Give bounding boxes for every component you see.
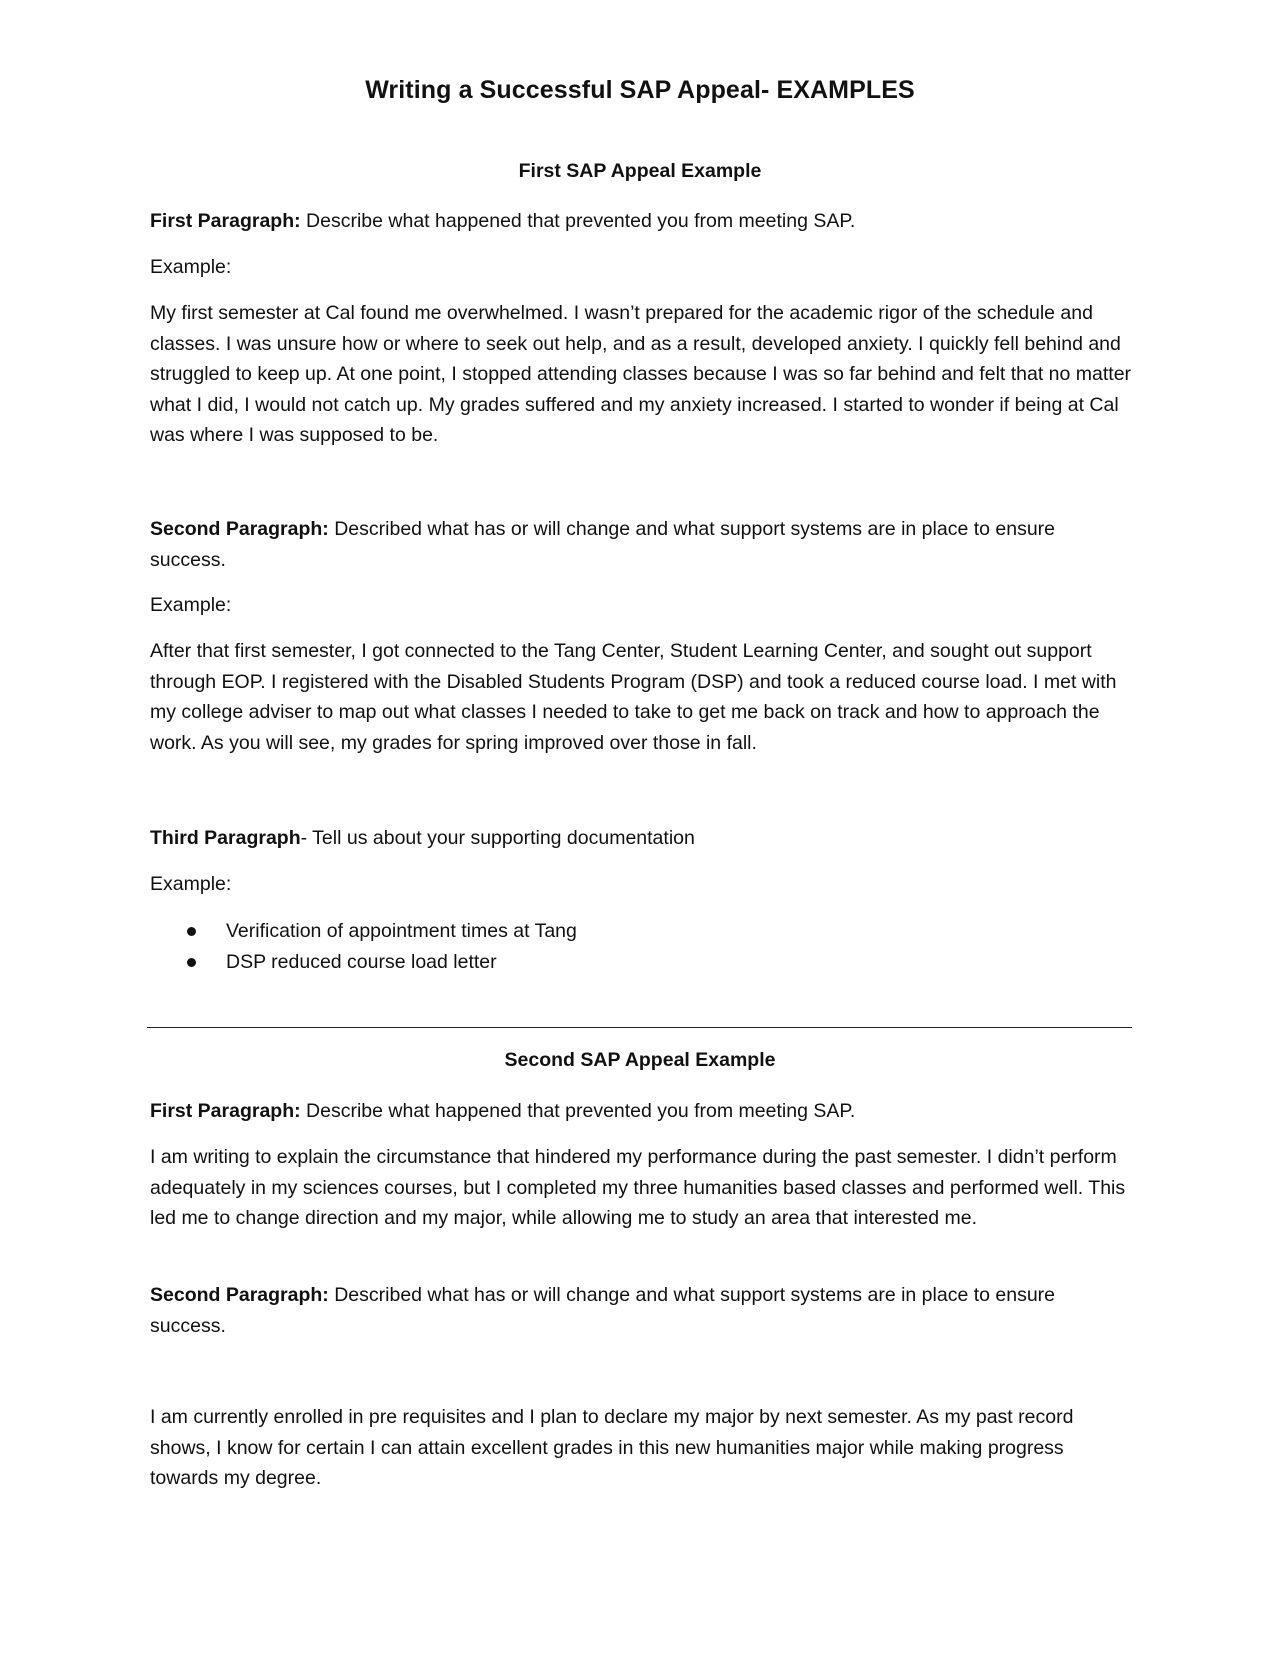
ex2-second-paragraph-label: Second Paragraph: — [150, 1284, 329, 1306]
ex1-third-paragraph-instruction — [150, 823, 1135, 854]
ex2-first-paragraph-description: Describe what happened that prevented you from meeting SAP. — [300, 1100, 856, 1122]
ex2-second-paragraph-description: Described what has or will change and what support systems are in place to ensure success. — [150, 1284, 1056, 1337]
ex2-first-paragraph-instruction — [150, 1096, 1135, 1127]
list-item: Verification of appointment times at Tang — [150, 916, 1135, 947]
ex1-third-paragraph-label: Third Paragraph — [150, 827, 301, 849]
ex1-third-paragraph-description: - Tell us about your supporting documentation — [300, 827, 695, 849]
ex2-first-paragraph-label: First Paragraph: — [150, 1100, 301, 1122]
ex2-first-paragraph-body: I am writing to explain the circumstance that hindered my performance during the past semester. I didn’t perform adequately in my sciences courses, but I completed my three humanities based classes and performed well. This led me to change direction and my major, while allowing me to study an area that interested me. — [150, 1146, 1126, 1229]
ex1-first-paragraph-description: Describe what happened that prevented you from meeting SAP. — [300, 210, 856, 232]
ex1-second-paragraph-label: Second Paragraph: — [150, 518, 329, 540]
ex1-first-paragraph-body: My first semester at Cal found me overwhelmed. I wasn’t prepared for the academic rigor of the schedule and classes. I was unsure how or where to seek out help, and as a result, developed anxiety. I quickly fell behind and struggled to keep up. At one point, I stopped attending classes because I was so far behind and felt that no matter what I did, I would not catch up. My grades suffered and my anxiety increased. I started to wonder if being at Cal was where I was supposed to be. — [150, 302, 1132, 446]
ex1-second-paragraph-body: After that first semester, I got connected to the Tang Center, Student Learning Center, and sought out support through EOP. I registered with the Disabled Students Program (DSP) and took a reduced course load. I met with my college adviser to map out what classes I needed to take to get me back on track and how to approach the work. As you will see, my grades for spring improved over those in fall. — [150, 640, 1117, 754]
ex2-second-paragraph-body: I am currently enrolled in pre requisites and I plan to declare my major by next semester. As my past record shows, I know for certain I can attain excellent grades in this new humanities major while making progress towards my degree. — [150, 1406, 1074, 1489]
ex1-first-paragraph-instruction — [150, 206, 1135, 237]
second-example-heading: Second SAP Appeal Example — [504, 1049, 776, 1071]
ex1-example-label-3: Example: — [150, 873, 232, 895]
first-example-heading: First SAP Appeal Example — [518, 160, 762, 182]
list-item: DSP reduced course load letter — [150, 947, 1135, 978]
ex1-second-paragraph-instruction — [150, 514, 1135, 575]
bullet-icon — [187, 927, 196, 936]
bullet-icon — [187, 958, 196, 967]
ex2-second-paragraph-instruction — [150, 1280, 1135, 1341]
document-title: Writing a Successful SAP Appeal- EXAMPLES — [365, 76, 915, 104]
ex1-second-paragraph-description: Described what has or will change and what support systems are in place to ensure success. — [150, 518, 1056, 571]
ex1-example-label-1: Example: — [150, 256, 232, 278]
ex1-example-label-2: Example: — [150, 594, 232, 616]
ex1-first-paragraph-label: First Paragraph: — [150, 210, 301, 232]
ex1-documentation-list — [150, 916, 1135, 978]
section-divider — [147, 1027, 1132, 1028]
